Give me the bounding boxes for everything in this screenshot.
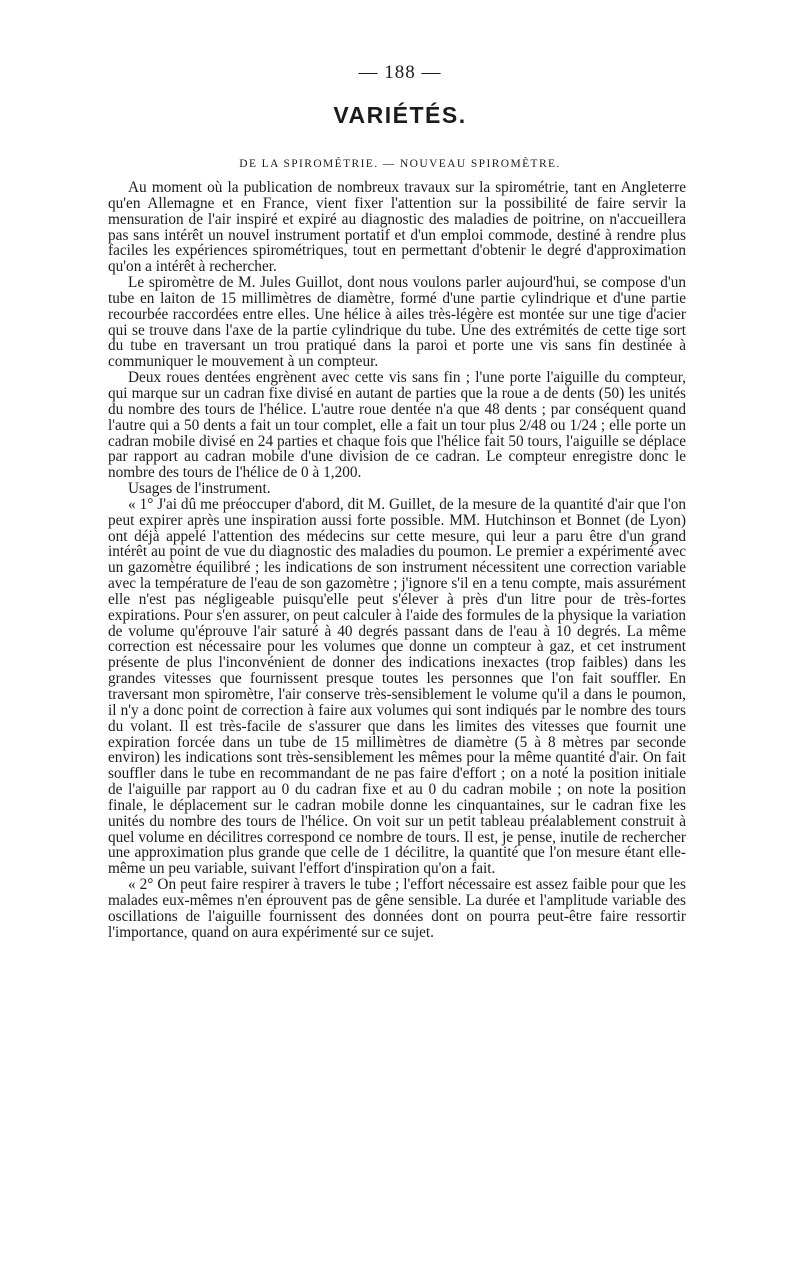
- paragraph-usage-heading: Usages de l'instrument.: [128, 480, 271, 498]
- article-title: DE LA SPIROMÉTRIE. — NOUVEAU SPIROMÈTRE.: [239, 158, 561, 170]
- article-body: [108, 180, 686, 941]
- paragraph-usage-2: « 2° On peut faire respirer à travers le tube ; l'effort nécessaire est assez faible pour que les malades eux-mêmes n'en éprouvent pas de gêne sensible. La durée et l'amplitude variable des oscillations de l'aiguille fournissent des données dont on pourra peut-être faire ressortir l'importance, quand on aura expérimenté sur ce sujet.: [108, 876, 686, 941]
- paragraph-description: Le spiromètre de M. Jules Guillot, dont nous voulons parler aujourd'hui, se compose d'un tube en laiton de 15 millimètres de diamètre, formé d'une partie cylindrique et d'une partie recourbée raccordées entre elles. Une hélice à ailes très-légère est montée sur une tige d'acier qui se trouve dans l'axe de la partie cylindrique du tube. Une des extrémités de cette tige sort du tube en traversant un trou pratiqué dans la paroi et porte une vis sans fin destinée à communiquer le mouvement à un compteur.: [108, 274, 686, 371]
- page-number: — 188 —: [358, 62, 442, 83]
- paragraph-gears: Deux roues dentées engrènent avec cette vis sans fin ; l'une porte l'aiguille du compteur, qui marque sur un cadran fixe divisé en autant de parties que la roue a de dents (50) les unités du nombre des tours de l'hélice. L'autre roue dentée n'a que 48 dents ; par conséquent quand l'autre qui a 50 dents a fait un tour complet, elle a fait un tour plus 2/48 ou 1/24 ; elle porte un cadran mobile divisé en 24 parties et chaque fois que l'hélice fait 50 tours, l'aiguille se déplace par rapport au cadran mobile d'une division de ce cadran. Le compteur enregistre donc le nombre des tours de l'hélice de 0 à 1,200.: [108, 369, 686, 482]
- paragraph-usage-1: « 1° J'ai dû me préoccuper d'abord, dit M. Guillet, de la mesure de la quantité d'air que l'on peut expirer après une inspiration aussi forte possible. MM. Hutchinson et Bonnet (de Lyon) ont déjà appelé l'attention des médecins sur cette mesure, qui leur a paru être d'un grand intérêt au point de vue du diagnostic des maladies du poumon. Le premier a expérimenté avec un gazomètre équilibré ; les indications de son instrument nécessitent une correction variable avec la température de l'eau de son gazomètre ; j'ignore s'il en a tenu compte, mais assurément elle n'est pas négligeable puisqu'elle peut s'élever à près d'un litre pour de très-fortes expirations. Pour s'en assurer, on peut calculer à l'aide des formules de la physique la variation de volume qu'éprouve l'air saturé à 40 degrés passant dans de l'eau à 10 degrés. La même correction est nécessaire pour les volumes que donne un compteur à gaz, et cet instrument présente de plus l'inconvénient de donner des indications inexactes (trop faibles) dans les grandes vitesses que fournissent presque toutes les personnes que l'on fait souffler. En traversant mon spiromètre, l'air conserve très-sensiblement le volume qu'il a dans le poumon, il n'y a donc point de correction à faire aux volumes qui sont indiqués par le nombre des tours du volant. Il est très-facile de s'assurer que dans les limites des vitesses que fournit une expiration forcée dans un tube de 15 millimètres de diamètre (5 à 8 mètres par seconde environ) les indications sont très-sensiblement les mêmes pour la même quantité d'air. On fait souffler dans le tube en recommandant de ne pas faire d'effort ; on a noté la position initiale de l'aiguille par rapport au 0 du cadran fixe et au 0 du cadran mobile ; on note la position finale, le déplacement sur le cadran mobile donne les cinquantaines, sur le cadran fixe les unités du nombre des tours de l'hélice. On voit sur un petit tableau préalablement construit à quel volume en décilitres correspond ce nombre de tours. Il est, je pense, inutile de rechercher une approximation plus grande que celle de 1 décilitre, la quantité que l'on mesure étant elle-même un peu variable, suivant l'effort d'inspiration qu'on a fait.: [108, 495, 686, 878]
- paragraph-intro: Au moment où la publication de nombreux travaux sur la spirométrie, tant en Angleterre qu'en Allemagne et en France, vient fixer l'attention sur la possibilité de faire servir la mensuration de l'air inspiré et expiré au diagnostic des maladies de poitrine, on n'accueillera pas sans intérêt un nouvel instrument portatif et d'un emploi commode, destiné à rendre plus faciles les expériences spirométriques, tout en permettant d'obtenir le degré d'approximation qu'on a intérêt à rechercher.: [108, 179, 686, 276]
- section-title: VARIÉTÉS.: [333, 102, 467, 128]
